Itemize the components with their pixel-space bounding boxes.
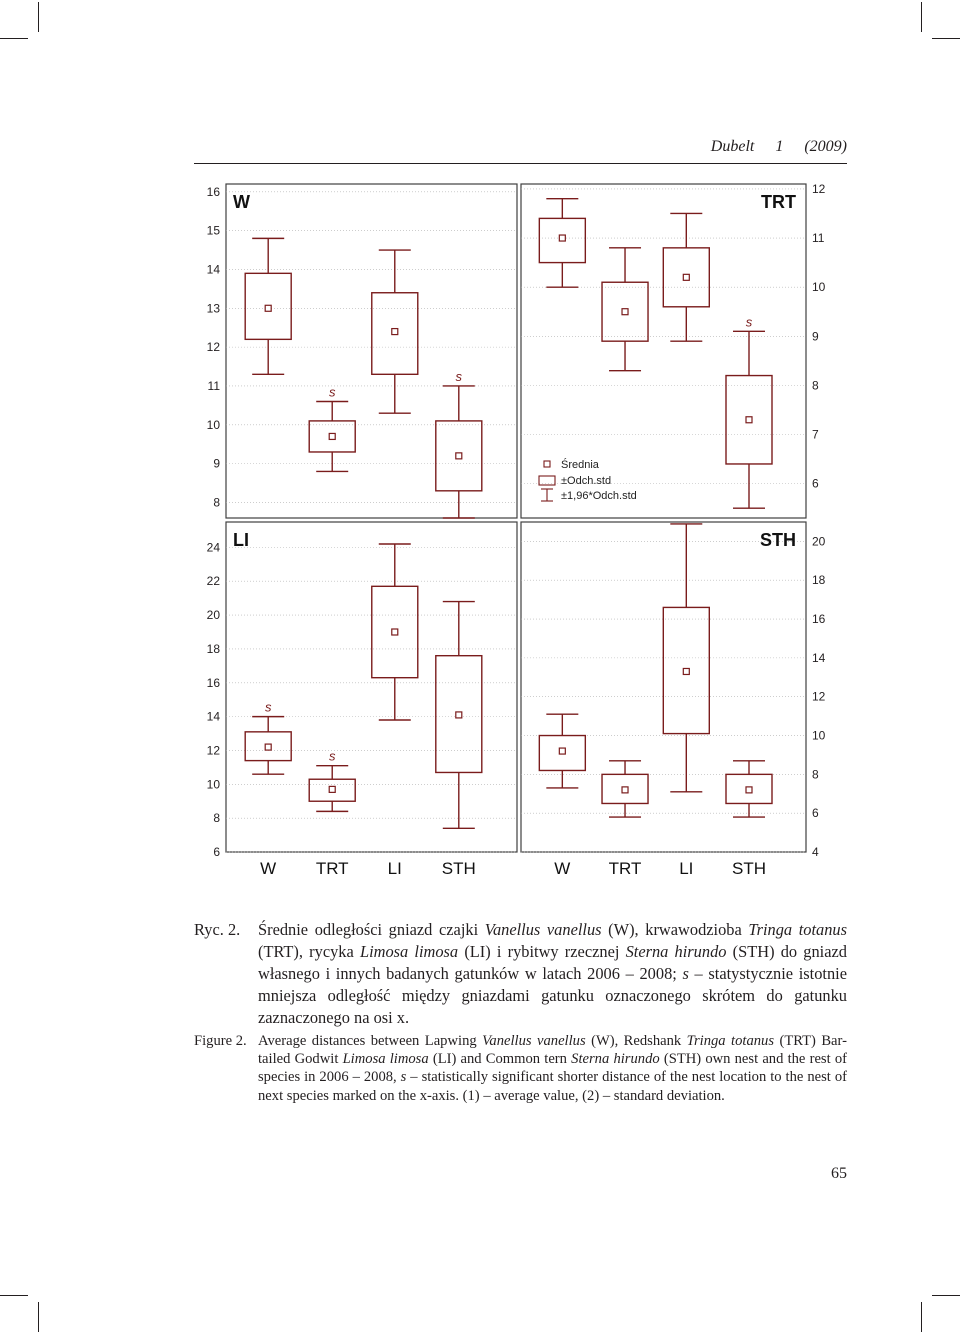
significance-marker: s <box>455 368 463 384</box>
panel-frame <box>226 522 517 852</box>
legend-mean-marker <box>544 461 550 467</box>
latin-name: Tringa totanus <box>686 1033 775 1049</box>
y-tick-label: 10 <box>206 777 220 792</box>
legend-sd-label: ±Odch.std <box>561 475 612 487</box>
header-rule <box>194 163 847 164</box>
panel-label: W <box>233 192 250 212</box>
mean-marker <box>622 309 628 315</box>
mean-marker <box>683 274 689 280</box>
x-tick-label: STH <box>441 859 476 877</box>
caption-text: Average distances between Lapwing Vanellus vanellus (W), Redshank Tringa totanus (TRT) Bar-tailed Godwit Limosa limosa (LI) and Common tern Sterna hirundo (STH) own nest and the rest of species in 2006 – 2008, s – statistically significant shorter distance of the nest location to the nest of next species marked on the x-axis. (1) – average value, (2) – standard deviation. <box>258 1033 848 1104</box>
y-tick-label: 6 <box>812 806 819 821</box>
mean-marker <box>683 668 689 674</box>
y-tick-label: 4 <box>812 845 819 859</box>
box-plot-figure <box>195 172 845 877</box>
mean-marker <box>265 744 271 750</box>
latin-name: Sterna hirundo <box>571 1051 660 1068</box>
latin-name: Limosa limosa <box>342 1051 429 1068</box>
y-tick-label: 18 <box>812 573 826 588</box>
mean-marker <box>622 787 628 793</box>
crop-mark <box>38 1302 39 1332</box>
y-tick-label: 20 <box>206 608 220 623</box>
latin-name: Vanellus vanellus <box>484 920 602 939</box>
journal-year: (2009) <box>804 138 847 155</box>
y-tick-label: 8 <box>213 811 220 826</box>
x-tick-label: STH <box>732 859 766 877</box>
y-tick-label: 16 <box>812 612 826 627</box>
sig-symbol: s <box>400 1069 407 1086</box>
y-tick-label: 6 <box>213 845 220 859</box>
mean-marker <box>329 786 335 792</box>
running-header <box>194 138 847 156</box>
legend-mean-label: Średnia <box>561 459 599 471</box>
y-tick-label: 6 <box>812 476 819 491</box>
y-tick-label: 24 <box>206 540 220 555</box>
mean-marker <box>392 629 398 635</box>
crop-mark <box>921 1302 922 1332</box>
y-tick-label: 10 <box>812 728 826 743</box>
chart-panel-li <box>207 522 517 877</box>
mean-marker <box>456 712 462 718</box>
y-tick-label: 20 <box>812 534 826 549</box>
y-tick-label: 22 <box>206 574 220 589</box>
y-tick-label: 10 <box>206 417 220 432</box>
mean-marker <box>456 453 462 459</box>
mean-marker <box>265 305 271 311</box>
mean-marker <box>559 748 565 754</box>
y-tick-label: 10 <box>812 280 826 295</box>
y-tick-label: 15 <box>206 223 220 238</box>
y-tick-label: 12 <box>812 181 826 196</box>
caption-label: Ryc. 2. <box>194 920 241 939</box>
crop-mark <box>921 2 922 32</box>
y-tick-label: 7 <box>812 427 819 442</box>
crop-mark <box>0 1295 28 1296</box>
panel-label: TRT <box>761 192 796 212</box>
latin-name: Tringa totanus <box>748 920 848 939</box>
mean-marker <box>392 329 398 335</box>
chart-panel-sth <box>521 522 826 877</box>
crop-mark <box>38 2 39 32</box>
latin-name: Vanellus vanellus <box>482 1033 586 1049</box>
x-tick-label: TRT <box>608 859 642 877</box>
y-tick-label: 13 <box>206 301 220 316</box>
journal-name: Dubelt <box>710 138 755 155</box>
page-number: 65 <box>831 1165 847 1182</box>
mean-marker <box>329 433 335 439</box>
caption-english <box>194 1032 847 1105</box>
y-tick-label: 16 <box>206 675 220 690</box>
y-tick-label: 8 <box>812 767 819 782</box>
y-tick-label: 11 <box>812 231 825 246</box>
journal-volume: 1 <box>775 138 784 155</box>
caption-polish <box>194 919 847 1029</box>
x-tick-label: TRT <box>315 859 349 877</box>
x-tick-label: W <box>554 859 571 877</box>
y-tick-label: 8 <box>812 378 819 393</box>
caption-label: Figure 2. <box>194 1033 247 1049</box>
y-tick-label: 9 <box>812 329 819 344</box>
y-tick-label: 18 <box>206 641 220 656</box>
mean-marker <box>559 235 565 241</box>
latin-name: Limosa limosa <box>359 942 459 961</box>
y-tick-label: 16 <box>206 184 220 199</box>
y-tick-label: 14 <box>812 650 826 665</box>
y-tick-label: 9 <box>213 456 220 471</box>
y-tick-label: 14 <box>206 262 220 277</box>
significance-marker: s <box>264 699 272 715</box>
y-tick-label: 8 <box>213 495 220 510</box>
significance-marker: s <box>745 314 753 330</box>
significance-marker: s <box>328 384 336 400</box>
chart-panel-w <box>207 184 517 518</box>
crop-mark <box>932 38 960 39</box>
mean-marker <box>746 787 752 793</box>
x-tick-label: LI <box>387 859 402 877</box>
x-tick-label: W <box>260 859 277 877</box>
panel-label: STH <box>760 530 796 550</box>
significance-marker: s <box>328 748 336 764</box>
x-tick-label: LI <box>679 859 694 877</box>
y-tick-label: 11 <box>207 378 220 393</box>
y-tick-label: 12 <box>206 743 220 758</box>
latin-name: Sterna hirundo <box>625 942 727 961</box>
legend-ci-label: ±1,96*Odch.std <box>561 490 637 502</box>
crop-mark <box>0 38 28 39</box>
caption-text: Średnie odległości gniazd czajki Vanellus vanellus (W), krwawodzioba Tringa totanus (TRT), rycyka Limosa limosa (LI) i rybitwy rzecznej Sterna hirundo (STH) do gniazd własnego i innych badanych gatunków w latach 2006 – 2008; s – statystycznie istotnie mniejsza odległość między gniazdami gatunku oznaczonego skrótem do gatunku zaznaczonego na osi x. <box>258 920 848 1027</box>
y-tick-label: 12 <box>812 689 826 704</box>
mean-marker <box>746 417 752 423</box>
panel-label: LI <box>233 530 249 550</box>
y-tick-label: 12 <box>206 340 220 355</box>
sig-symbol: s <box>682 964 689 983</box>
y-tick-label: 14 <box>206 709 220 724</box>
crop-mark <box>932 1295 960 1296</box>
